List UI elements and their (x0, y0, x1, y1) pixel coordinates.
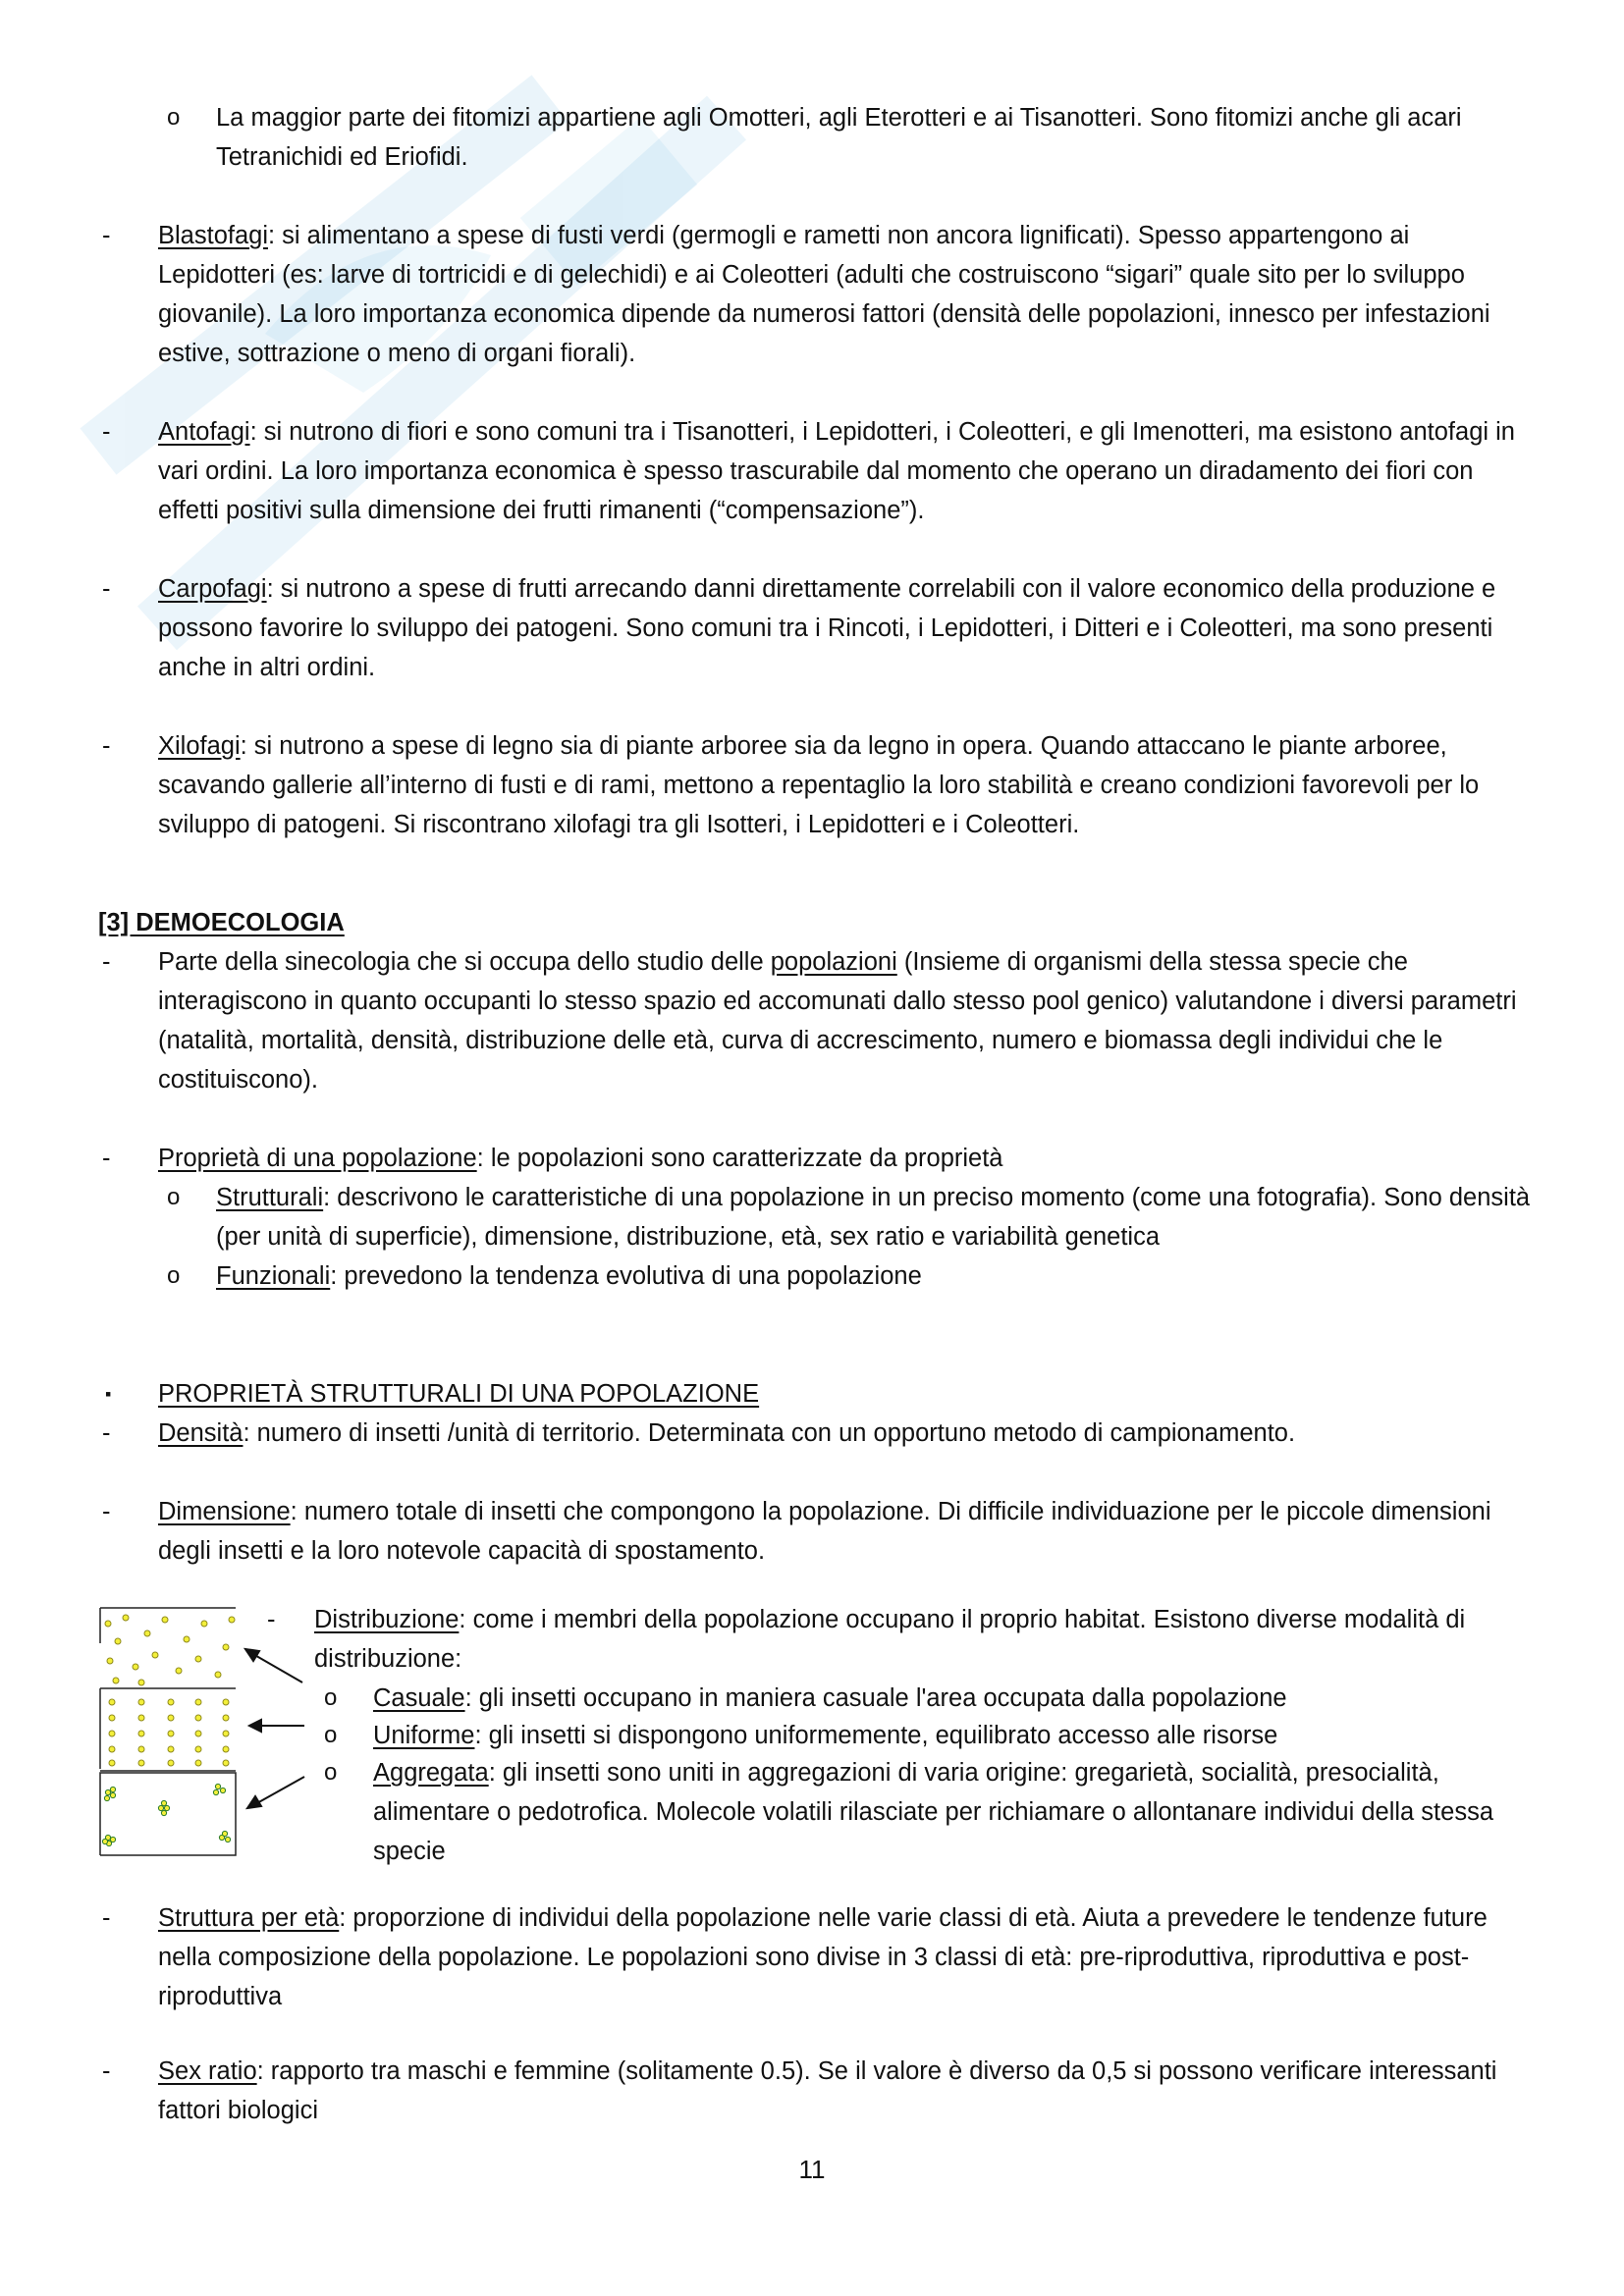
distribution-aggregate (373, 1753, 1542, 1871)
feeding-type-xilofagi (158, 726, 1533, 844)
term-casuale: Casuale (373, 1684, 465, 1712)
properties-text: : le popolazioni sono caratterizzate da proprietà (476, 1145, 1003, 1172)
term-popolazioni: popolazioni (770, 948, 897, 976)
term-distribuzione: Distribuzione (314, 1606, 460, 1633)
property-structural (216, 1178, 1537, 1256)
bullet-circle: o (167, 1184, 181, 1210)
bullet-dash: - (102, 418, 111, 446)
term-blastofagi: Blastofagi (158, 222, 268, 249)
bullet-dash: - (102, 1419, 111, 1447)
item-sex-ratio (158, 2052, 1533, 2130)
distribution-casual (373, 1679, 1542, 1718)
bullet-dash: - (267, 1606, 276, 1633)
section-heading-demoecologia: [3] DEMOECOLOGIA (98, 909, 345, 936)
bullet-circle: o (324, 1684, 338, 1711)
density-text: : numero di insetti /unità di territorio. Determinata con un opportuno metodo di campionamento. (243, 1419, 1296, 1447)
random-distribution-dots (105, 1615, 235, 1685)
definition-carpofagi: : si nutrono a spese di frutti arrecando danni direttamente correlabili con il valore economico della produzione e possono favorire lo sviluppo dei patogeni. Sono comuni tra i Rincoti, i Lepidotteri, i Ditteri e i Coleotteri, ma sono presenti anche in altri ordini. (158, 575, 1496, 681)
bullet-circle: o (167, 1262, 181, 1289)
feeding-type-blastofagi (158, 216, 1533, 373)
functional-text: : prevedono la tendenza evolutiva di una popolazione (330, 1262, 922, 1290)
term-aggregata: Aggregata (373, 1759, 489, 1787)
bullet-dash: - (102, 575, 111, 603)
bullet-dash: - (102, 732, 111, 760)
bullet-dash: - (102, 2057, 111, 2085)
uniform-text: : gli insetti si dispongono uniformemente, equilibrato accesso alle risorse (474, 1722, 1278, 1749)
term-uniforme: Uniforme (373, 1722, 475, 1749)
term-antofagi: Antofagi (158, 418, 250, 446)
term-sex-ratio: Sex ratio (158, 2057, 257, 2085)
term-carpofagi: Carpofagi (158, 575, 267, 603)
item-dimension (158, 1492, 1533, 1571)
aggregate-text: : gli insetti sono uniti in aggregazioni di varia origine: gregarietà, socialità, presocialità, alimentare o pedotrofica. Molecole volatili rilasciate per richiamare o allontanare individui della stessa specie (373, 1759, 1494, 1865)
bullet-dash: - (102, 1498, 111, 1525)
distribution-text: : come i membri della popolazione occupano il proprio habitat. Esistono diverse modalità di distribuzione: (314, 1606, 1466, 1673)
bullet-square: ▪ (105, 1384, 112, 1404)
term-dimensione: Dimensione (158, 1498, 291, 1525)
feeding-type-antofagi (158, 412, 1533, 530)
distribution-diagram (96, 1602, 342, 1857)
bullet-dash: - (102, 1145, 111, 1172)
intro-before: Parte della sinecologia che si occupa dello studio delle (158, 948, 771, 976)
sex-ratio-text: : rapporto tra maschi e femmine (solitamente 0.5). Se il valore è diverso da 0,5 si possono verificare interessanti fattori biologici (158, 2057, 1497, 2124)
demoecologia-intro (158, 942, 1533, 1099)
bullet-dash: - (102, 1904, 111, 1932)
bullet-dash: - (102, 222, 111, 249)
term-strutturali: Strutturali (216, 1184, 324, 1211)
definition-xilofagi: : si nutrono a spese di legno sia di piante arboree sia da legno in opera. Quando attaccano le piante arboree, scavando gallerie all’interno di fusti e di rami, mettono a repentaglio la loro stabilità e creano condizioni favorevoli per lo sviluppo di patogeni. Si riscontrano xilofagi tra gli Isotteri, i Lepidotteri e i Coleotteri. (158, 732, 1480, 838)
top-list-item-text: La maggior parte dei fitomizi appartiene agli Omotteri, agli Eterotteri e ai Tisanotteri. Sono fitomizi anche gli acari Tetranichidi ed Eriofidi. (216, 104, 1462, 171)
subsection-heading-structural: PROPRIETÀ STRUTTURALI DI UNA POPOLAZIONE (158, 1380, 760, 1408)
property-functional (216, 1256, 1537, 1296)
term-proprieta-popolazione: Proprietà di una popolazione (158, 1145, 477, 1172)
dimension-text: : numero totale di insetti che compongono la popolazione. Di difficile individuazione per le piccole dimensioni degli insetti e la loro notevole capacità di spostamento. (158, 1498, 1491, 1565)
item-distribution (314, 1600, 1532, 1679)
feeding-type-carpofagi (158, 569, 1533, 687)
age-text: : proporzione di individui della popolazione nelle varie classi di età. Aiuta a prevedere le tendenze future nella composizione della popolazione. Le popolazioni sono divise in 3 classi di età: pre-riproduttiva, riproduttiva e post-riproduttiva (158, 1904, 1488, 2010)
term-struttura-eta: Struttura per età (158, 1904, 340, 1932)
population-properties (158, 1139, 1533, 1178)
page-number: 11 (798, 2155, 826, 2184)
structural-text: : descrivono le caratteristiche di una popolazione in un preciso momento (come una fotografia). Sono densità (per unità di superficie), dimensione, distribuzione, età, sex ratio e variabilità genetica (216, 1184, 1531, 1251)
top-list-item (216, 98, 1532, 177)
term-xilofagi: Xilofagi (158, 732, 241, 760)
casual-text: : gli insetti occupano in maniera casuale l'area occupata dalla popolazione (464, 1684, 1287, 1712)
item-density (158, 1414, 1533, 1453)
definition-blastofagi: : si alimentano a spese di fusti verdi (germogli e rametti non ancora lignificati). Spesso appartengono ai Lepidotteri (es: larve di tortricidi e di gelechidi) e ai Coleotteri (adulti che costruiscono “sigari” quale sito per lo sviluppo giovanile). La loro importanza economica dipende da numerosi fattori (densità delle popolazioni, innesco per infestazioni estive, sottrazione o meno di organi fiorali). (158, 222, 1490, 367)
bullet-circle: o (167, 104, 181, 131)
uniform-distribution-dots (109, 1699, 229, 1766)
intro-after: (Insieme di organismi della stessa specie che interagiscono in quanto occupanti lo stesso spazio ed accomunati dallo stesso pool genico) valutandone i diversi parametri (natalità, mortalità, densità, distribuzione delle età, curva di accrescimento, numero e biomassa degli individui che le costituiscono). (158, 948, 1517, 1094)
aggregated-distribution-clusters (102, 1784, 230, 1845)
distribution-uniform (373, 1716, 1542, 1755)
bullet-circle: o (324, 1759, 338, 1786)
term-funzionali: Funzionali (216, 1262, 331, 1290)
definition-antofagi: : si nutrono di fiori e sono comuni tra i Tisanotteri, i Lepidotteri, i Coleotteri, e gli Imenotteri, ma esistono antofagi in vari ordini. La loro importanza economica è spesso trascurabile dal momento che operano un diradamento dei fiori con effetti positivi sulla dimensione dei frutti rimanenti (“compensazione”). (158, 418, 1515, 524)
bullet-dash: - (102, 948, 111, 976)
bullet-circle: o (324, 1722, 338, 1748)
item-age-structure (158, 1898, 1533, 2016)
term-densita: Densità (158, 1419, 244, 1447)
